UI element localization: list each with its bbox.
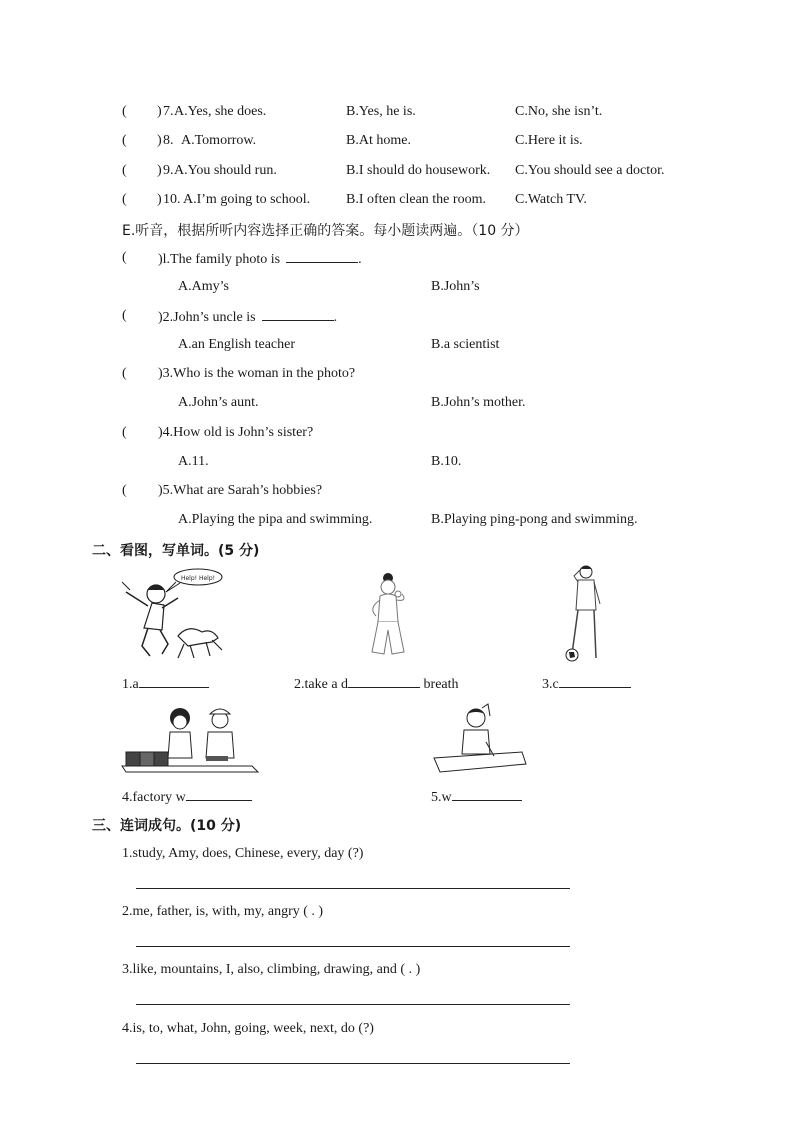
option-b: B.I often clean the room. — [346, 192, 486, 207]
question-number-label: 8. — [163, 133, 174, 148]
question-stem — [158, 366, 355, 382]
word-item — [542, 675, 631, 693]
section-3-heading: 三、连词成句。(10 分) — [92, 818, 242, 834]
word-blank[interactable] — [348, 675, 420, 688]
option-a: A.Tomorrow. — [181, 133, 257, 148]
answer-paren-open: ( — [122, 104, 127, 119]
answer-line[interactable] — [136, 1004, 570, 1005]
speech-bubble-text: Help! Help! — [180, 575, 216, 582]
question-number-label: 10. — [163, 192, 181, 207]
scrambled-words: 2.me, father, is, with, my, angry ( . ) — [122, 904, 324, 919]
option-c: C.You should see a doctor. — [515, 163, 665, 178]
scrambled-words: 1.study, Amy, does, Chinese, every, day (?) — [122, 846, 364, 861]
answer-line[interactable] — [136, 888, 570, 889]
option-b: B.10. — [431, 454, 462, 469]
answer-paren-open: ( — [122, 250, 127, 265]
question-number-label: 9. — [163, 163, 174, 178]
word-prompt: 4.factory w — [122, 790, 186, 805]
word-item — [122, 675, 209, 693]
word-blank[interactable] — [559, 675, 631, 688]
option-a: A.I’m going to school. — [183, 192, 311, 207]
answer-paren-open: ( — [122, 366, 127, 381]
answer-paren-open: ( — [122, 163, 127, 178]
picture-boy-with-football — [560, 564, 610, 664]
word-prompt: 2.take a d — [294, 677, 349, 692]
option-a: A.You should run. — [174, 163, 277, 178]
answer-line[interactable] — [136, 946, 570, 947]
option-a: A.Amy’s — [178, 279, 229, 294]
answer-paren-open: ( — [122, 425, 127, 440]
word-item — [294, 675, 459, 693]
picture-factory-workers — [122, 702, 262, 774]
question-punct: . — [333, 310, 338, 325]
option-a: A.Playing the pipa and swimming. — [178, 512, 373, 527]
option-a: A.John’s aunt. — [178, 395, 259, 410]
option-c: C.Here it is. — [515, 133, 583, 148]
question-number: ) — [157, 133, 162, 148]
option-c: C.No, she isn’t. — [515, 104, 603, 119]
question-number: ) — [157, 104, 162, 119]
scrambled-words: 4.is, to, what, John, going, week, next, do (?) — [122, 1021, 374, 1036]
word-blank[interactable] — [452, 788, 522, 801]
option-a: A.Yes, she does. — [174, 104, 267, 119]
question-text: )l.The family photo is — [158, 252, 281, 267]
option-b: B.John’s mother. — [431, 395, 526, 410]
scrambled-words: 3.like, mountains, I, also, climbing, drawing, and ( . ) — [122, 962, 421, 977]
option-b: B.Playing ping-pong and swimming. — [431, 512, 638, 527]
word-suffix: breath — [420, 677, 459, 692]
question-number: ) — [157, 163, 162, 178]
word-blank[interactable] — [139, 675, 209, 688]
question-text: )2.John’s uncle is — [158, 310, 256, 325]
part-e-heading: E.听音，根据所听内容选择正确的答案。每小题读两遍。（10 分） — [122, 223, 529, 239]
option-c: C.Watch TV. — [515, 192, 587, 207]
question-stem — [158, 250, 362, 268]
picture-girl-deep-breath — [358, 572, 418, 660]
question-punct: . — [358, 252, 362, 267]
picture-boy-writing — [432, 702, 528, 774]
answer-paren-open: ( — [122, 483, 127, 498]
question-number: ) — [157, 192, 162, 207]
answer-paren-open: ( — [122, 308, 127, 323]
picture-boy-running-from-dog — [118, 568, 228, 660]
word-prompt: 1.a — [122, 677, 139, 692]
word-prompt: 5.w — [431, 790, 452, 805]
option-b: B.At home. — [346, 133, 411, 148]
option-a: A.11. — [178, 454, 209, 469]
option-b: B.Yes, he is. — [346, 104, 416, 119]
question-stem — [158, 425, 313, 441]
question-number-label: 7. — [163, 104, 174, 119]
word-item — [431, 788, 522, 806]
question-text: )4.How old is John’s sister? — [158, 425, 314, 440]
answer-paren-open: ( — [122, 133, 127, 148]
word-item — [122, 788, 252, 806]
answer-paren-open: ( — [122, 192, 127, 207]
question-stem — [158, 483, 322, 499]
word-blank[interactable] — [186, 788, 252, 801]
option-a: A.an English teacher — [178, 337, 296, 352]
option-b: B.John’s — [431, 279, 480, 294]
answer-blank[interactable] — [286, 250, 358, 263]
section-2-heading: 二、看图，写单词。(5 分) — [92, 543, 260, 559]
word-prompt: 3.c — [542, 677, 559, 692]
question-text: )5.What are Sarah’s hobbies? — [158, 483, 323, 498]
question-text: )3.Who is the woman in the photo? — [158, 366, 356, 381]
question-stem — [158, 308, 337, 326]
option-b: B.I should do housework. — [346, 163, 491, 178]
answer-line[interactable] — [136, 1063, 570, 1064]
option-b: B.a scientist — [431, 337, 500, 352]
answer-blank[interactable] — [262, 308, 334, 321]
